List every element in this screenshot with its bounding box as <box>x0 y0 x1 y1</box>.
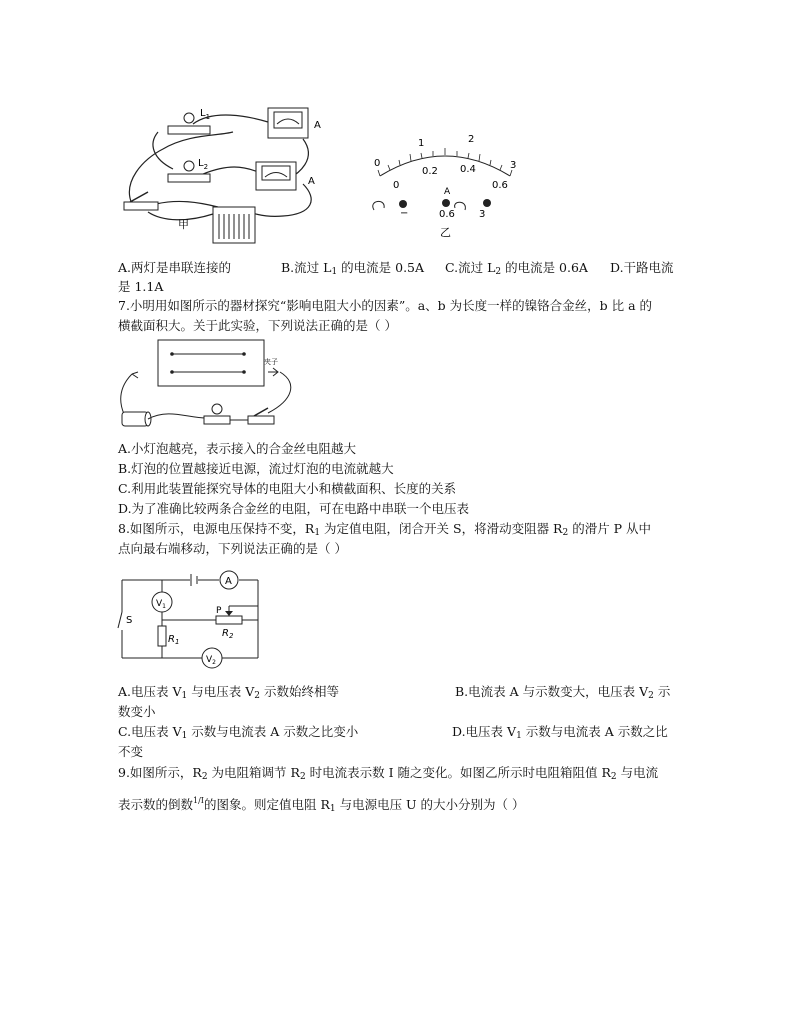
switch-base <box>248 416 274 424</box>
lamp-l1-base <box>168 126 210 134</box>
q8-option-d-cont: 不变 <box>118 744 144 759</box>
figure-q7 <box>118 338 308 436</box>
lamp-l2-base <box>168 174 210 182</box>
q7-stem-line2: 横截面积大。关于此实验，下列说法正确的是（ ） <box>118 318 397 333</box>
q8-option-c: C.电压表 $V_1$ 示数与电流表 A 示数之比变小 <box>118 724 359 741</box>
terminal-3-label: 3 <box>479 209 486 220</box>
terminal-06-label: 0.6 <box>439 209 455 220</box>
slider-label: P <box>216 606 222 616</box>
terminal-minus-label: − <box>400 208 409 219</box>
upper-scale-0: 0 <box>374 158 381 169</box>
terminal-3 <box>483 199 491 207</box>
figure-yi <box>360 128 530 240</box>
q8-option-b-cont: 数变小 <box>118 704 156 719</box>
lower-scale-1: 0.2 <box>422 166 438 177</box>
r1-label: $R_1$ <box>168 634 180 646</box>
terminal-a-label: A <box>444 187 451 197</box>
switch-label: S <box>126 615 133 626</box>
lower-scale-0: 0 <box>393 180 400 191</box>
lamp-bulb <box>212 404 222 414</box>
q9-stem-line1: 9.如图所示，$R_2$ 为电阻箱调节 $R_2$ 时电流表示数 I 随之变化。如图乙所示时电阻箱阻值 $R_2$ 与电流 <box>118 765 659 782</box>
q8-stem-line2: 点向最右端移动，下列说法正确的是（ ） <box>118 541 347 556</box>
label-a2: A <box>308 176 315 187</box>
figure-jia <box>118 104 340 250</box>
switch-base <box>124 202 158 210</box>
q7-stem-line1: 7.小明用如图所示的器材探究“影响电阻大小的因素”。a、b 为长度一样的镍铬合金丝，b 比 a 的 <box>118 298 653 313</box>
q8-option-b: B.电流表 A 与示数变大，电压表 $V_2$ 示 <box>455 684 671 701</box>
q6-option-a: A.两灯是串联连接的 <box>118 260 232 275</box>
lower-scale-3: 0.6 <box>492 180 508 191</box>
battery-cell <box>122 412 148 426</box>
v1-label: $V_1$ <box>156 599 166 610</box>
q8-option-d: D.电压表 $V_1$ 示数与电流表 A 示数之比 <box>452 724 668 741</box>
q6-option-c: C.流过 $L_2$ 的电流是 0.6A <box>445 260 588 277</box>
dial-arc <box>380 156 510 176</box>
ammeter-label: A <box>225 576 232 587</box>
q7-option-d: D.为了准确比较两条合金丝的电阻，可在电路中串联一个电压表 <box>118 501 470 516</box>
upper-scale-3: 3 <box>510 160 517 171</box>
q6-option-b: B.流过 $L_1$ 的电流是 0.5A <box>281 260 425 277</box>
resistor-r2 <box>216 616 242 624</box>
caption-jia: 甲 <box>178 218 189 231</box>
q8-stem-line1: 8.如图所示，电源电压保持不变，$R_1$ 为定值电阻，闭合开关 S，将滑动变阻器 $R_2$ 的滑片 P 从中 <box>118 521 652 538</box>
q6-option-d-cont: 是 1.1A <box>118 279 164 294</box>
v2-label: $V_2$ <box>206 655 216 666</box>
clip-label: 夹子 <box>264 358 278 366</box>
resistor-r1 <box>158 626 166 646</box>
q7-option-a: A.小灯泡越亮，表示接入的合金丝电阻越大 <box>118 441 357 456</box>
q7-option-c: C.利用此装置能探究导体的电阻大小和横截面积、长度的关系 <box>118 481 457 496</box>
lamp-l2-bulb <box>184 161 194 171</box>
figure-q8-circuit <box>112 566 272 672</box>
lamp-l1-bulb <box>184 113 194 123</box>
label-l2: $L_2$ <box>198 158 209 171</box>
lower-scale-2: 0.4 <box>460 164 476 175</box>
fraction-one-over-i: 1/I <box>193 796 204 805</box>
upper-scale-2: 2 <box>468 134 475 145</box>
q9-stem-line2: 表示数的倒数$^{1/I}$的图象。则定值电阻 $R_1$ 与电源电压 U 的大小分别为（ ） <box>118 796 525 814</box>
lamp-base <box>204 416 230 424</box>
terminal-06 <box>442 199 450 207</box>
label-a1: A <box>314 120 321 131</box>
resistance-board <box>158 340 264 386</box>
upper-scale-1: 1 <box>418 138 425 149</box>
r2-label: $R_2$ <box>222 628 234 640</box>
q7-option-b: B.灯泡的位置越接近电源，流过灯泡的电流就越大 <box>118 461 394 476</box>
terminal-minus <box>399 200 407 208</box>
q8-option-a: A.电压表 $V_1$ 与电压表 $V_2$ 示数始终相等 <box>118 684 339 701</box>
q6-option-d: D.干路电流 <box>610 260 674 275</box>
caption-yi: 乙 <box>440 226 451 239</box>
label-l1: $L_1$ <box>200 108 211 121</box>
